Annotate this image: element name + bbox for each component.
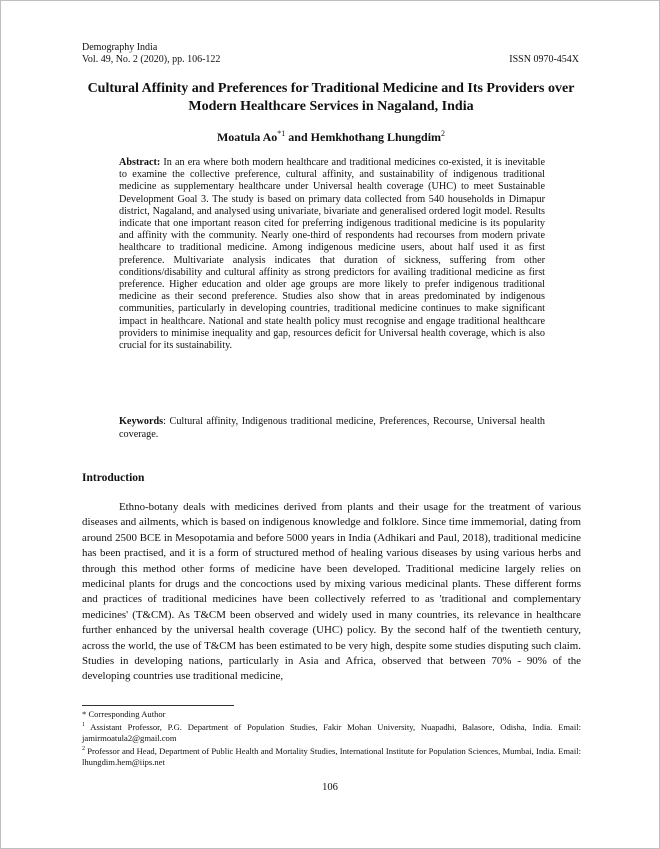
- author-2-name: Hemkhothang Lhungdim: [310, 130, 442, 144]
- keywords-block: [119, 415, 545, 441]
- keywords-text: : Cultural affinity, Indigenous traditional medicine, Preferences, Recourse, Universal health coverage.: [119, 416, 545, 440]
- footnote-2-mark: 2: [82, 745, 85, 752]
- abstract-block: [119, 157, 545, 352]
- abstract-label: Abstract:: [119, 157, 161, 168]
- author-1-mark: *1: [277, 129, 286, 138]
- introduction-paragraph: Ethno-botany deals with medicines derived from plants and their usage for the treatment of various diseases and ailments, which is based on indigenous knowledge and folklore. Since time immemorial, dating from around 2500 BCE in Mesopotamia and before 5000 years in India (Adhikari and Paul, 2018), traditional medicine has been practised, and it is a form of structured method of healing various diseases by using various herbs and through this method other forms of medicine have been developed. Traditional medicine largely relies on medicinal plants for drugs and the concoctions used by mixing various medicinal plants. These different forms and practices of traditional medicines have been collectively referred to as 'traditional and complementary medicines' (T&CM). As T&CM been observed and widely used in many countries, its relevance in healthcare further enhanced by the universal health coverage (UHC) policy. By the second half of the twentieth century, across the world, the use of T&CM has been estimated to be very high, despite some studies disputing such claim. Studies in developing nations, particularly in Asia and Africa, observed that between 70% - 90% of the developing countries use traditional medicine,: [82, 501, 581, 683]
- abstract-text: In an era where both modern healthcare and traditional medicines co-existed, it is inevitable to examine the collective preference, cultural affinity, and sustainability of indigenous traditional medicine as supplementary healthcare under Universal health coverage (UHC) to meet Sustainable Development Goal 3. The study is based on primary data collected from 540 households in Dimapur district, Nagaland, and analysed using univariate, bivariate and generalised ordered logit model. Results indicate that one important reason cited for preferring indigenous traditional medicine is its popularity and affinity with the community. Nearly one-third of respondents had recourses from modern private healthcare to traditional medicine. Among indigenous medicine users, about half used it as first preference. Multivariate analysis indicates that duration of sickness, suffering from other conditions/disability and cultural affinity as strong predictors for availing traditional medicine as first preference. Higher education and older age groups are more likely to prefer indigenous traditional medicine as their second preference. Studies also show that in areas predominated by indigenous communities, particularly in developing countries, traditional medicine continues to make significant impact in healthcare. National and state health policy must recognise and engage traditional healthcare providers to minimise inequality and gap, resources deficit for Universal health coverage, which is also crucial for its sustainability.: [119, 157, 546, 352]
- journal-name: Demography India: [82, 42, 158, 53]
- footnote-corresponding: * Corresponding Author: [82, 709, 166, 719]
- author-connector: and: [285, 130, 311, 144]
- article-title: Cultural Affinity and Preferences for Traditional Medicine and Its Providers over Modern Healthcare Services in Nagaland, India: [87, 81, 575, 114]
- author-1-name: Moatula Ao: [216, 130, 278, 144]
- author-2-mark: 2: [441, 129, 446, 138]
- footnote-2-text: Professor and Head, Department of Public Health and Mortality Studies, International Institute for Population Sciences, Mumbai, India. Email: lhungdim.hem@iips.net: [82, 745, 581, 767]
- page-number: 106: [322, 782, 338, 793]
- journal-volume: Vol. 49, No. 2 (2020), pp. 106-122: [82, 54, 221, 66]
- footnotes-block: [82, 709, 581, 768]
- footnote-1: [82, 720, 581, 744]
- footnote-1-text: Assistant Professor, P.G. Department of Population Studies, Fakir Mohan University, Nuapadhi, Balasore, Odisha, India. Email: jamirmoatula2@gmail.com: [82, 721, 581, 743]
- author-line: [71, 127, 591, 144]
- keywords-label: Keywords: [119, 416, 164, 427]
- footnote-2: [82, 744, 581, 768]
- introduction-heading: Introduction: [82, 472, 145, 484]
- journal-header: [82, 42, 220, 66]
- journal-issn: ISSN 0970-454X: [509, 54, 579, 65]
- footnote-1-mark: 1: [82, 722, 85, 728]
- footnote-divider: [82, 705, 234, 706]
